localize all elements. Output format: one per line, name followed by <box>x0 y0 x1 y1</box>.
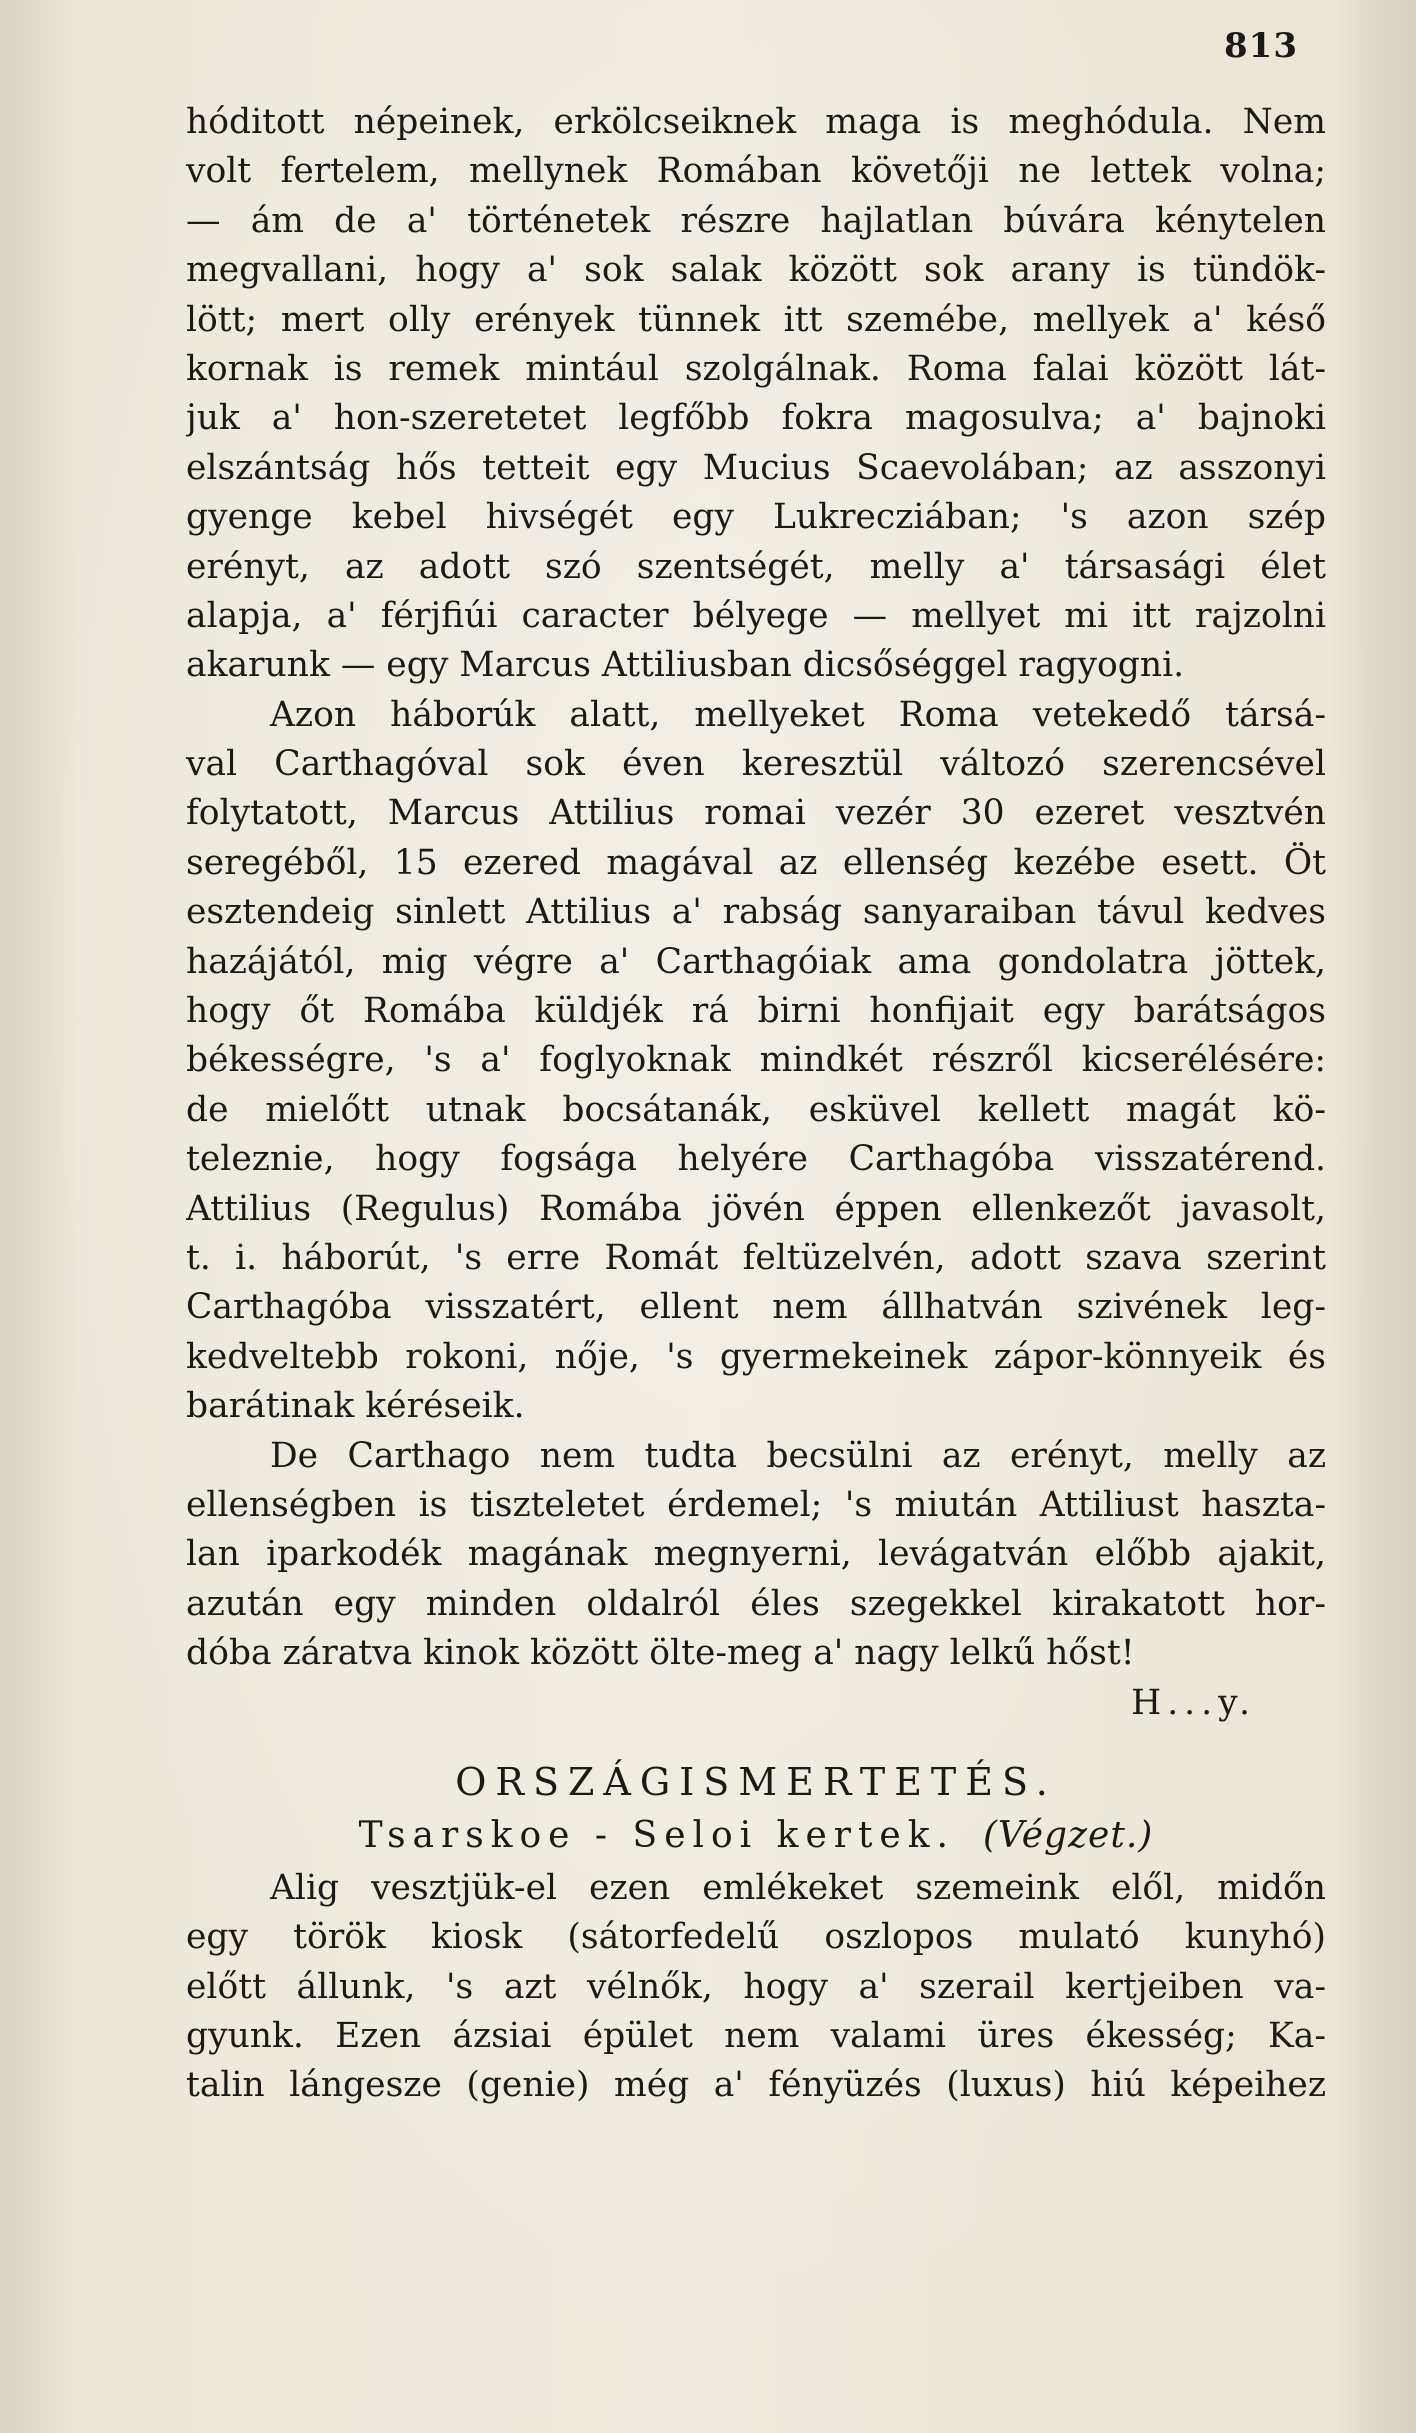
text-line: hazájától, mig végre a' Carthagóiak ama gondolatra jöttek, <box>186 941 1326 982</box>
text-line: gyunk. Ezen ázsiai épület nem valami üres ékesség; Ka- <box>186 2016 1326 2057</box>
text-line: elszántság hős tetteit egy Mucius Scaevolában; az asszonyi <box>186 447 1326 488</box>
text-line: — ám de a' történetek részre hajlatlan búvára kénytelen <box>186 200 1326 241</box>
section-country-description <box>186 1744 1326 2111</box>
text-line: seregéből, 15 ezered magával az ellenség kezébe esett. Öt <box>186 842 1326 883</box>
text-line: volt fertelem, mellynek Romában követőji ne lettek volna; <box>186 151 1326 192</box>
text-line: juk a' hon-szeretetet legfőbb fokra magosulva; a' bajnoki <box>186 398 1326 439</box>
text-line: azután egy minden oldalról éles szegekkel kirakatott hor- <box>186 1583 1326 1624</box>
paragraph-2 <box>186 691 1326 1432</box>
text-line: hóditott népeinek, erkölcseiknek maga is meghódula. Nem <box>186 102 1326 142</box>
text-line: Azon háborúk alatt, mellyeket Roma vetekedő társá- <box>270 694 1326 735</box>
text-line: egy török kiosk (sátorfedelű oszlopos mulató kunyhó) <box>186 1917 1326 1958</box>
text-line: esztendeig sinlett Attilius a' rabság sanyaraiban távul kedves <box>186 892 1326 933</box>
body-text <box>186 98 1326 2111</box>
text-line: lött; mert olly erények tünnek itt szemébe, mellyek a' késő <box>186 299 1326 340</box>
author-signature: H...y. <box>1131 1682 1256 1723</box>
text-line: val Carthagóval sok éven keresztül változó szerencsével <box>186 744 1326 785</box>
text-line: Attilius (Regulus) Romába jövén éppen ellenkezőt javasolt, <box>186 1188 1326 1229</box>
text-line: kedveltebb rokoni, nője, 's gyermekeinek zápor-könnyeik és <box>186 1336 1326 1377</box>
text-line: erényt, az adott szó szentségét, melly a' társasági élet <box>186 546 1326 587</box>
section-subtitle: Tsarskoe - Seloi kertek. <box>358 1814 955 1856</box>
text-line: teleznie, hogy fogsága helyére Carthagóba visszatérend. <box>186 1139 1326 1180</box>
text-line: békességre, 's a' foglyoknak mindkét részről kicserélésére: <box>186 1040 1326 1081</box>
text-line: előtt állunk, 's azt vélnők, hogy a' szerail kertjeiben va- <box>186 1966 1326 2007</box>
text-line: t. i. háborút, 's erre Romát feltüzelvén, adott szava szerint <box>186 1237 1326 1278</box>
section-subtitle-line <box>186 1808 1326 1864</box>
text-line: megvallani, hogy a' sok salak között sok arany is tündök- <box>186 250 1326 291</box>
page-number: 813 <box>1224 26 1298 66</box>
text-line: kornak is remek mintául szolgálnak. Roma falai között lát- <box>186 348 1326 389</box>
section-title: ORSZÁGISMERTETÉS. <box>455 1759 1057 1804</box>
text-line: dóba záratva kinok között ölte-meg a' nagy lelkű hőst! <box>186 1633 1135 1674</box>
text-line: talin lángesze (genie) még a' fényüzés (luxus) hiú képeihez <box>186 2065 1326 2106</box>
text-line: de mielőtt utnak bocsátanák, esküvel kellett magát kö- <box>186 1089 1326 1130</box>
text-line: akarunk — egy Marcus Attiliusban dicsőséggel ragyogni. <box>186 645 1185 686</box>
paragraph-1 <box>186 98 1326 691</box>
text-line: De Carthago nem tudta becsülni az erényt, melly az <box>270 1435 1326 1476</box>
paragraph-3 <box>186 1432 1326 1679</box>
text-line: barátinak kéréseik. <box>186 1386 525 1427</box>
text-line: Alig vesztjük-el ezen emlékeket szemeink elől, midőn <box>270 1867 1326 1908</box>
text-line: alapja, a' férjfiúi caracter bélyege — mellyet mi itt rajzolni <box>186 595 1326 636</box>
section-subtitle-note: (Végzet.) <box>983 1814 1154 1856</box>
text-line: hogy őt Romába küldjék rá birni honfijait egy barátságos <box>186 991 1326 1032</box>
text-line: ellenségben is tiszteletet érdemel; 's miután Attiliust haszta- <box>186 1484 1326 1525</box>
text-line: lan iparkodék magának megnyerni, levágatván előbb ajakit, <box>186 1534 1326 1575</box>
text-line: Carthagóba visszatért, ellent nem állhatván szivének leg- <box>186 1287 1326 1328</box>
text-line: gyenge kebel hivségét egy Lukrecziában; 's azon szép <box>186 497 1326 538</box>
text-line: folytatott, Marcus Attilius romai vezér 30 ezeret vesztvén <box>186 793 1326 834</box>
